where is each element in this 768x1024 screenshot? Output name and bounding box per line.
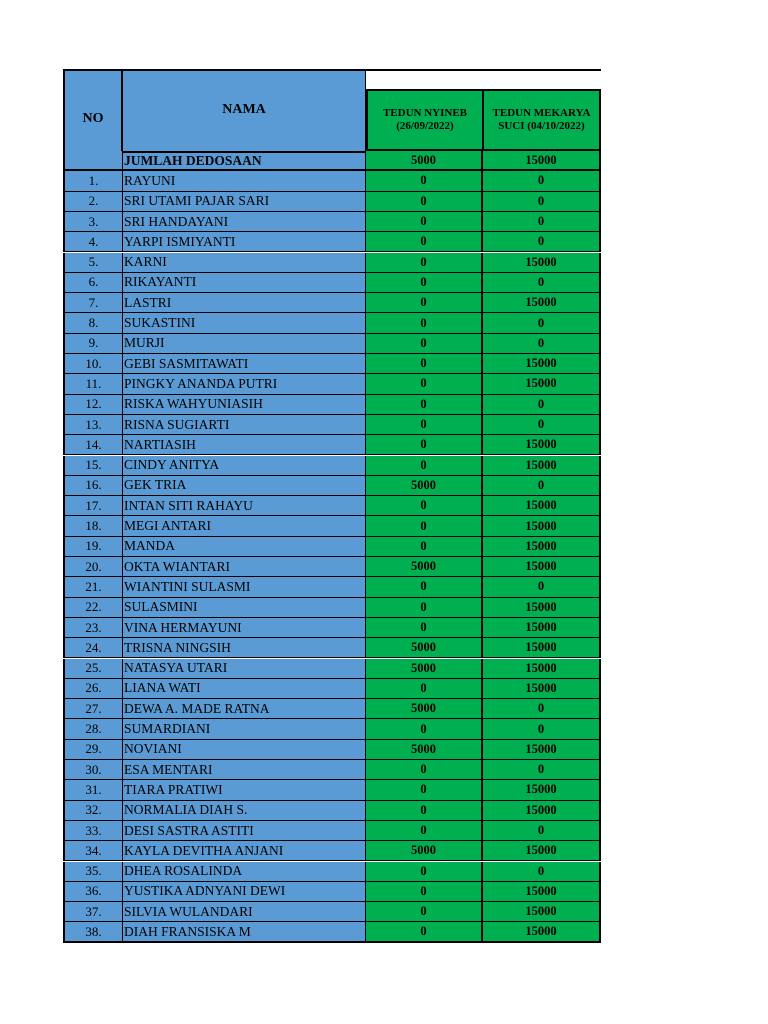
row-tedun-mekarya-suci-cell: 0 bbox=[483, 476, 601, 496]
row-tedun-nyineb-cell: 0 bbox=[366, 192, 483, 212]
table-row bbox=[63, 638, 601, 658]
row-tedun-nyineb-cell: 0 bbox=[366, 232, 483, 252]
row-name-cell: CINDY ANITYA bbox=[123, 456, 366, 476]
table-row bbox=[63, 537, 601, 557]
row-name-cell: MURJI bbox=[123, 334, 366, 354]
table-row bbox=[63, 435, 601, 455]
row-tedun-nyineb-cell: 0 bbox=[366, 354, 483, 374]
row-name-cell: SULASMINI bbox=[123, 598, 366, 618]
header-tedun-mekarya-suci: TEDUN MEKARYA SUCI (04/10/2022) bbox=[482, 89, 601, 151]
row-tedun-nyineb-cell: 0 bbox=[366, 780, 483, 800]
row-name-cell: MEGI ANTARI bbox=[123, 516, 366, 536]
table-row bbox=[63, 171, 601, 191]
row-name-cell: MANDA bbox=[123, 537, 366, 557]
row-name-cell: DIAH FRANSISKA M bbox=[123, 922, 366, 942]
table-row bbox=[63, 516, 601, 536]
row-tedun-nyineb-cell: 0 bbox=[366, 374, 483, 394]
row-tedun-nyineb-cell: 0 bbox=[366, 293, 483, 313]
row-name-cell: SUKASTINI bbox=[123, 313, 366, 333]
row-tedun-nyineb-cell: 0 bbox=[366, 679, 483, 699]
header-tedun-nyineb: TEDUN NYINEB (26/09/2022) bbox=[366, 89, 484, 151]
table-row bbox=[63, 577, 601, 597]
row-number-cell: 3. bbox=[63, 212, 123, 232]
row-number-cell: 8. bbox=[63, 313, 123, 333]
row-tedun-nyineb-cell: 0 bbox=[366, 801, 483, 821]
row-tedun-mekarya-suci-cell: 15000 bbox=[483, 435, 601, 455]
table-row bbox=[63, 719, 601, 739]
table-row bbox=[63, 273, 601, 293]
total-label: JUMLAH DEDOSAAN bbox=[123, 151, 366, 171]
table-row bbox=[63, 699, 601, 719]
row-name-cell: TIARA PRATIWI bbox=[123, 780, 366, 800]
row-number-cell: 18. bbox=[63, 516, 123, 536]
table-row bbox=[63, 354, 601, 374]
row-tedun-mekarya-suci-cell: 15000 bbox=[483, 253, 601, 273]
row-number-cell: 9. bbox=[63, 334, 123, 354]
row-number-cell: 2. bbox=[63, 192, 123, 212]
row-name-cell: SUMARDIANI bbox=[123, 719, 366, 739]
table-row bbox=[63, 192, 601, 212]
row-tedun-mekarya-suci-cell: 0 bbox=[483, 192, 601, 212]
row-tedun-mekarya-suci-cell: 0 bbox=[483, 334, 601, 354]
row-tedun-mekarya-suci-cell: 15000 bbox=[483, 922, 601, 942]
row-number-cell: 37. bbox=[63, 902, 123, 922]
row-number-cell: 30. bbox=[63, 760, 123, 780]
row-number-cell: 14. bbox=[63, 435, 123, 455]
row-number-cell: 7. bbox=[63, 293, 123, 313]
row-name-cell: RISNA SUGIARTI bbox=[123, 415, 366, 435]
row-tedun-mekarya-suci-cell: 15000 bbox=[483, 516, 601, 536]
row-number-cell: 10. bbox=[63, 354, 123, 374]
table-row bbox=[63, 253, 601, 273]
row-tedun-nyineb-cell: 0 bbox=[366, 516, 483, 536]
row-number-cell: 38. bbox=[63, 922, 123, 942]
row-number-cell: 28. bbox=[63, 719, 123, 739]
row-number-cell: 35. bbox=[63, 862, 123, 882]
table-row bbox=[63, 598, 601, 618]
row-name-cell: SRI UTAMI PAJAR SARI bbox=[123, 192, 366, 212]
row-tedun-mekarya-suci-cell: 15000 bbox=[483, 537, 601, 557]
row-tedun-nyineb-cell: 0 bbox=[366, 415, 483, 435]
row-number-cell: 15. bbox=[63, 456, 123, 476]
row-name-cell: YUSTIKA ADNYANI DEWI bbox=[123, 882, 366, 902]
row-number-cell: 24. bbox=[63, 638, 123, 658]
row-number-cell: 23. bbox=[63, 618, 123, 638]
row-name-cell: INTAN SITI RAHAYU bbox=[123, 496, 366, 516]
row-tedun-mekarya-suci-cell: 0 bbox=[483, 395, 601, 415]
table-row bbox=[63, 313, 601, 333]
row-tedun-mekarya-suci-cell: 15000 bbox=[483, 902, 601, 922]
table-row bbox=[63, 659, 601, 679]
row-tedun-mekarya-suci-cell: 15000 bbox=[483, 780, 601, 800]
table-row bbox=[63, 679, 601, 699]
row-tedun-mekarya-suci-cell: 0 bbox=[483, 760, 601, 780]
row-tedun-mekarya-suci-cell: 0 bbox=[483, 273, 601, 293]
row-tedun-nyineb-cell: 5000 bbox=[366, 659, 483, 679]
row-number-cell: 12. bbox=[63, 395, 123, 415]
row-name-cell: SRI HANDAYANI bbox=[123, 212, 366, 232]
table-row bbox=[63, 415, 601, 435]
row-tedun-nyineb-cell: 0 bbox=[366, 902, 483, 922]
row-tedun-mekarya-suci-cell: 0 bbox=[483, 313, 601, 333]
row-tedun-nyineb-cell: 0 bbox=[366, 395, 483, 415]
row-tedun-mekarya-suci-cell: 0 bbox=[483, 821, 601, 841]
row-number-cell: 4. bbox=[63, 232, 123, 252]
row-number-cell: 5. bbox=[63, 253, 123, 273]
row-tedun-mekarya-suci-cell: 15000 bbox=[483, 557, 601, 577]
row-tedun-nyineb-cell: 0 bbox=[366, 212, 483, 232]
row-number-cell: 16. bbox=[63, 476, 123, 496]
row-name-cell: GEK TRIA bbox=[123, 476, 366, 496]
row-number-cell: 31. bbox=[63, 780, 123, 800]
row-tedun-mekarya-suci-cell: 15000 bbox=[483, 496, 601, 516]
table-row bbox=[63, 557, 601, 577]
table-row bbox=[63, 922, 601, 942]
row-tedun-nyineb-cell: 0 bbox=[366, 821, 483, 841]
row-tedun-nyineb-cell: 0 bbox=[366, 313, 483, 333]
row-tedun-mekarya-suci-cell: 15000 bbox=[483, 598, 601, 618]
table-row bbox=[63, 821, 601, 841]
row-tedun-nyineb-cell: 5000 bbox=[366, 699, 483, 719]
row-number-cell: 22. bbox=[63, 598, 123, 618]
row-number-cell: 36. bbox=[63, 882, 123, 902]
row-name-cell: LIANA WATI bbox=[123, 679, 366, 699]
row-name-cell: YARPI ISMIYANTI bbox=[123, 232, 366, 252]
row-tedun-mekarya-suci-cell: 15000 bbox=[483, 354, 601, 374]
row-name-cell: KARNI bbox=[123, 253, 366, 273]
row-number-cell: 19. bbox=[63, 537, 123, 557]
row-name-cell: WIANTINI SULASMI bbox=[123, 577, 366, 597]
row-tedun-nyineb-cell: 0 bbox=[366, 253, 483, 273]
total-row bbox=[63, 151, 601, 171]
row-name-cell: NATASYA UTARI bbox=[123, 659, 366, 679]
row-tedun-nyineb-cell: 0 bbox=[366, 456, 483, 476]
row-tedun-mekarya-suci-cell: 0 bbox=[483, 415, 601, 435]
row-tedun-nyineb-cell: 0 bbox=[366, 922, 483, 942]
total-col2: 15000 bbox=[483, 151, 601, 171]
row-name-cell: DHEA ROSALINDA bbox=[123, 862, 366, 882]
row-name-cell: RIKAYANTI bbox=[123, 273, 366, 293]
row-tedun-nyineb-cell: 5000 bbox=[366, 638, 483, 658]
row-name-cell: NOVIANI bbox=[123, 740, 366, 760]
row-tedun-mekarya-suci-cell: 15000 bbox=[483, 841, 601, 861]
row-tedun-mekarya-suci-cell: 15000 bbox=[483, 882, 601, 902]
row-tedun-nyineb-cell: 5000 bbox=[366, 557, 483, 577]
row-number-cell: 29. bbox=[63, 740, 123, 760]
table-row bbox=[63, 456, 601, 476]
row-tedun-mekarya-suci-cell: 15000 bbox=[483, 293, 601, 313]
row-name-cell: RAYUNI bbox=[123, 171, 366, 191]
header-no: NO bbox=[63, 69, 123, 169]
row-name-cell: DESI SASTRA ASTITI bbox=[123, 821, 366, 841]
row-number-cell: 20. bbox=[63, 557, 123, 577]
table-row bbox=[63, 780, 601, 800]
table-row bbox=[63, 212, 601, 232]
table-row bbox=[63, 232, 601, 252]
row-tedun-mekarya-suci-cell: 0 bbox=[483, 577, 601, 597]
table-row bbox=[63, 334, 601, 354]
table-row bbox=[63, 902, 601, 922]
row-name-cell: SILVIA WULANDARI bbox=[123, 902, 366, 922]
header-nama: NAMA bbox=[123, 69, 366, 151]
row-name-cell: DEWA A. MADE RATNA bbox=[123, 699, 366, 719]
row-tedun-nyineb-cell: 5000 bbox=[366, 740, 483, 760]
row-number-cell: 21. bbox=[63, 577, 123, 597]
row-tedun-mekarya-suci-cell: 0 bbox=[483, 719, 601, 739]
row-number-cell: 34. bbox=[63, 841, 123, 861]
row-tedun-nyineb-cell: 0 bbox=[366, 862, 483, 882]
row-number-cell: 33. bbox=[63, 821, 123, 841]
row-tedun-nyineb-cell: 0 bbox=[366, 273, 483, 293]
row-tedun-mekarya-suci-cell: 15000 bbox=[483, 659, 601, 679]
row-number-cell: 27. bbox=[63, 699, 123, 719]
row-number-cell: 1. bbox=[63, 171, 123, 191]
row-tedun-nyineb-cell: 5000 bbox=[366, 476, 483, 496]
row-name-cell: TRISNA NINGSIH bbox=[123, 638, 366, 658]
row-name-cell: RISKA WAHYUNIASIH bbox=[123, 395, 366, 415]
row-number-cell: 26. bbox=[63, 679, 123, 699]
row-tedun-mekarya-suci-cell: 15000 bbox=[483, 638, 601, 658]
row-tedun-nyineb-cell: 0 bbox=[366, 598, 483, 618]
row-name-cell: ESA MENTARI bbox=[123, 760, 366, 780]
row-tedun-nyineb-cell: 0 bbox=[366, 334, 483, 354]
table-row bbox=[63, 496, 601, 516]
row-name-cell: KAYLA DEVITHA ANJANI bbox=[123, 841, 366, 861]
row-tedun-mekarya-suci-cell: 15000 bbox=[483, 801, 601, 821]
row-name-cell: OKTA WIANTARI bbox=[123, 557, 366, 577]
row-tedun-nyineb-cell: 0 bbox=[366, 719, 483, 739]
row-tedun-nyineb-cell: 0 bbox=[366, 496, 483, 516]
row-tedun-nyineb-cell: 0 bbox=[366, 537, 483, 557]
row-tedun-mekarya-suci-cell: 0 bbox=[483, 232, 601, 252]
table-row bbox=[63, 476, 601, 496]
row-tedun-nyineb-cell: 0 bbox=[366, 618, 483, 638]
row-name-cell: GEBI SASMITAWATI bbox=[123, 354, 366, 374]
row-tedun-mekarya-suci-cell: 15000 bbox=[483, 679, 601, 699]
table-row bbox=[63, 293, 601, 313]
table-row bbox=[63, 760, 601, 780]
row-tedun-mekarya-suci-cell: 0 bbox=[483, 212, 601, 232]
table-row bbox=[63, 882, 601, 902]
table-row bbox=[63, 862, 601, 882]
row-tedun-nyineb-cell: 0 bbox=[366, 760, 483, 780]
row-name-cell: PINGKY ANANDA PUTRI bbox=[123, 374, 366, 394]
row-name-cell: NARTIASIH bbox=[123, 435, 366, 455]
row-number-cell: 17. bbox=[63, 496, 123, 516]
table-row bbox=[63, 801, 601, 821]
row-name-cell: VINA HERMAYUNI bbox=[123, 618, 366, 638]
table-row bbox=[63, 395, 601, 415]
total-no-cell bbox=[63, 151, 123, 171]
row-number-cell: 32. bbox=[63, 801, 123, 821]
row-tedun-mekarya-suci-cell: 15000 bbox=[483, 618, 601, 638]
row-tedun-nyineb-cell: 0 bbox=[366, 435, 483, 455]
spreadsheet-table bbox=[63, 69, 601, 944]
row-tedun-mekarya-suci-cell: 0 bbox=[483, 171, 601, 191]
row-tedun-mekarya-suci-cell: 0 bbox=[483, 862, 601, 882]
row-tedun-nyineb-cell: 0 bbox=[366, 577, 483, 597]
row-tedun-nyineb-cell: 5000 bbox=[366, 841, 483, 861]
row-tedun-nyineb-cell: 0 bbox=[366, 171, 483, 191]
table-row bbox=[63, 374, 601, 394]
row-number-cell: 11. bbox=[63, 374, 123, 394]
row-tedun-mekarya-suci-cell: 15000 bbox=[483, 456, 601, 476]
row-tedun-mekarya-suci-cell: 0 bbox=[483, 699, 601, 719]
total-col1: 5000 bbox=[366, 151, 483, 171]
row-number-cell: 6. bbox=[63, 273, 123, 293]
row-tedun-nyineb-cell: 0 bbox=[366, 882, 483, 902]
table-row bbox=[63, 841, 601, 861]
table-row bbox=[63, 618, 601, 638]
row-number-cell: 25. bbox=[63, 659, 123, 679]
table-row bbox=[63, 740, 601, 760]
row-number-cell: 13. bbox=[63, 415, 123, 435]
row-name-cell: NORMALIA DIAH S. bbox=[123, 801, 366, 821]
row-name-cell: LASTRI bbox=[123, 293, 366, 313]
row-tedun-mekarya-suci-cell: 15000 bbox=[483, 740, 601, 760]
row-tedun-mekarya-suci-cell: 15000 bbox=[483, 374, 601, 394]
